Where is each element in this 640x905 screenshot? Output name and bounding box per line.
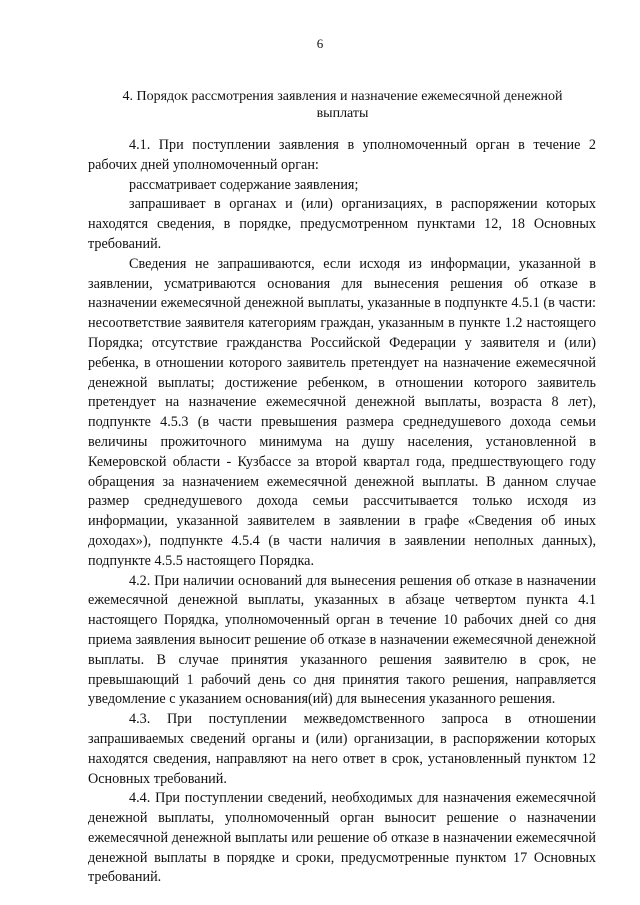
page-number: 6 xyxy=(316,36,324,51)
paragraph-4-1: 4.1. При поступлении заявления в уполномоченный орган в течение 2 рабочих дней уполномоченный орган: xyxy=(88,137,596,173)
paragraph-4-3: 4.3. При поступлении межведомственного запроса в отношении запрашиваемых сведений органы и (или) организации, в распоряжении которых находятся сведения, направляют на него ответ в срок, установленный пунктом 12 Основных требований. xyxy=(88,711,596,787)
section-body xyxy=(88,136,596,888)
paragraph-4-1-item-request: запрашивает в органах и (или) организациях, в распоряжении которых находятся сведения, в порядке, предусмотренном пунктами 12, 18 Основных требований. xyxy=(88,196,596,252)
paragraph-4-2: 4.2. При наличии оснований для вынесения решения об отказе в назначении ежемесячной денежной выплаты, указанных в абзаце четвертом пункта 4.1 настоящего Порядка, уполномоченный орган в течение 10 рабочих дней со дня приема заявления выносит решение об отказе в назначении ежемесячной денежной выплаты. В случае принятия указанного решения заявителю в срок, не превышающий 1 рабочий день со дня принятия такого решения, направляется уведомление с указанием основания(ий) для вынесения указанного решения. xyxy=(88,572,596,708)
paragraph-4-1-item-review: рассматривает содержание заявления; xyxy=(129,176,359,193)
section-heading: 4. Порядок рассмотрения заявления и назначение ежемесячной денежной выплаты xyxy=(122,89,563,121)
paragraph-4-4: 4.4. При поступлении сведений, необходимых для назначения ежемесячной денежной выплаты, уполномоченный орган выносит решение о назначении ежемесячной денежной выплаты или решение об отказе в назначении ежемесячной денежной выплаты в порядке и сроки, предусмотренные пунктом 17 Основных требований. xyxy=(88,790,596,886)
paragraph-info-not-requested: Сведения не запрашиваются, если исходя из информации, указанной в заявлении, усматриваются основания для вынесения решения об отказе в назначении ежемесячной денежной выплаты, указанные в подпункте 4.5.1 (в части: несоответствие заявителя категориям граждан, указанным в пункте 1.2 настоящего Порядка; отсутствие гражданства Российской Федерации у заявителя и (или) ребенка, в отношении которого заявитель претендует на назначение ежемесячной денежной выплаты; достижение ребенком, в отношении которого заявитель претендует на назначение ежемесячной денежной выплаты, возраста 8 лет), подпункте 4.5.3 (в части превышения размера среднедушевого дохода семьи величины прожиточного минимума на душу населения, установленной в Кемеровской области - Кузбассе за второй квартал года, предшествующего году обращения за назначением ежемесячной денежной выплаты. В данном случае размер среднедушевого дохода семьи рассчитывается только исходя из информации, указанной заявителем в заявлении в графе «Сведения об иных доходах»), подпункте 4.5.4 (в части наличия в заявлении неполных данных), подпункте 4.5.5 настоящего Порядка. xyxy=(88,255,596,569)
